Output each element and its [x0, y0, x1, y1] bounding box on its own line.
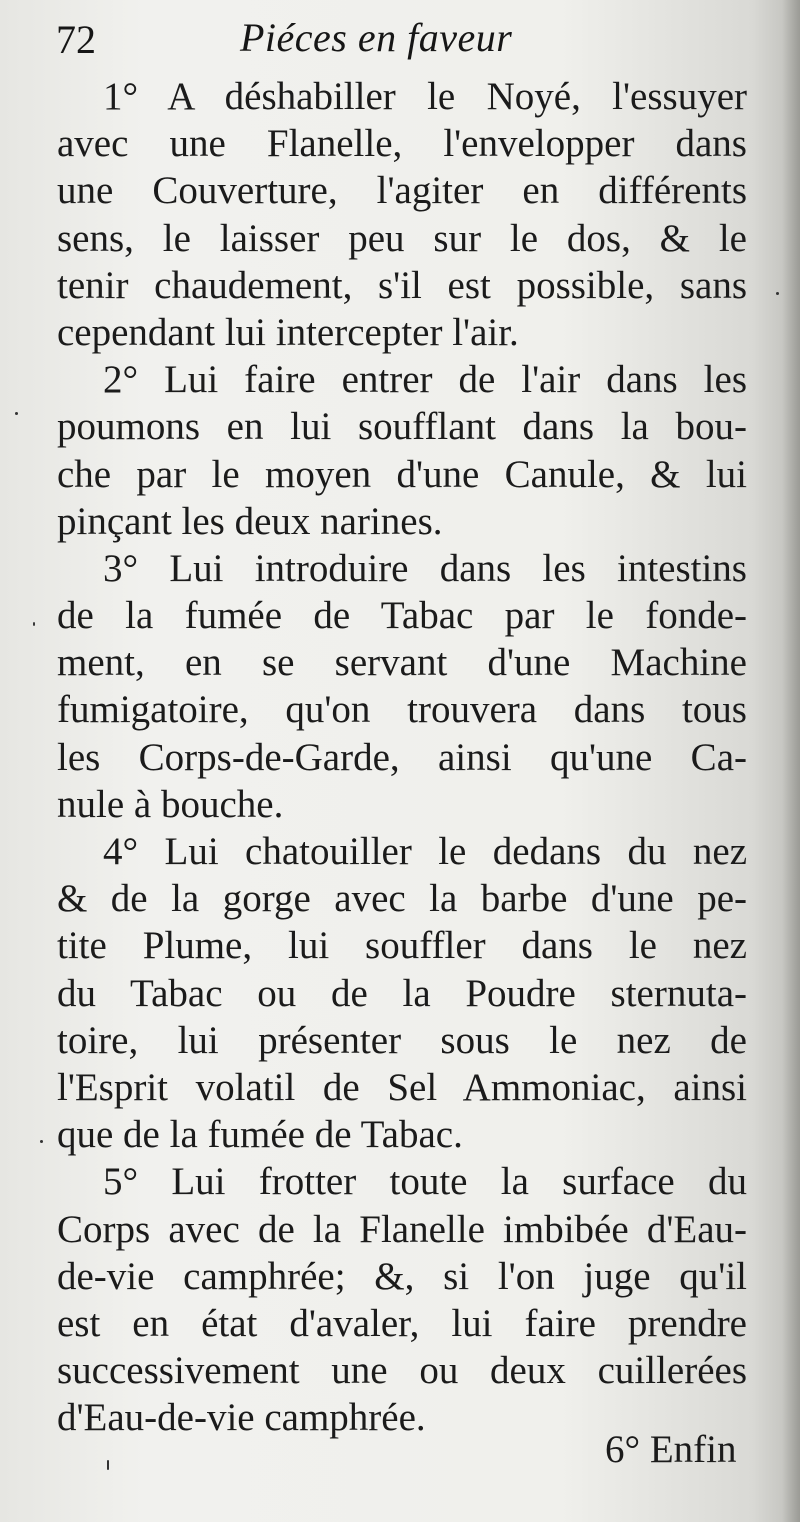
text-line: de-vie camphrée; &, si l'on juge qu'il	[57, 1254, 747, 1298]
running-title: Piéces en faveur	[240, 15, 513, 60]
text-line: toire, lui présenter sous le nez de	[57, 1018, 747, 1062]
ink-speck	[33, 622, 35, 626]
text-line: nule à bouche.	[57, 782, 284, 826]
text-line: les Corps-de-Garde, ainsi qu'une Ca-	[57, 735, 747, 779]
text-line: che par le moyen d'une Canule, & lui	[57, 452, 747, 496]
text-line: sens, le laisser peu sur le dos, & le	[57, 216, 747, 260]
text-line: pinçant les deux narines.	[57, 499, 443, 543]
text-line: une Couverture, l'agiter en différents	[57, 169, 747, 213]
text-line: que de la fumée de Tabac.	[57, 1113, 463, 1157]
text-line: 5° Lui frotter toute la surface du	[103, 1160, 747, 1204]
text-line: avec une Flanelle, l'envelopper dans	[57, 122, 747, 166]
text-line: successivement une ou deux cuillerées	[57, 1349, 747, 1393]
text-line: est en état d'avaler, lui faire prendre	[57, 1301, 747, 1345]
text-line: & de la gorge avec la barbe d'une pe-	[57, 877, 747, 921]
body-text	[57, 73, 747, 1441]
text-line: Corps avec de la Flanelle imbibée d'Eau-	[57, 1207, 747, 1251]
text-line: d'Eau-de-vie camphrée.	[57, 1396, 426, 1440]
ink-speck	[107, 1460, 109, 1470]
page-number: 72	[56, 17, 96, 62]
text-line: de la fumée de Tabac par le fonde-	[57, 594, 747, 638]
catchword: 6° Enfin	[605, 1428, 737, 1471]
page-edge-shadow	[782, 0, 800, 1522]
text-line: tenir chaudement, s'il est possible, sans	[57, 263, 747, 307]
ink-speck	[15, 412, 18, 415]
text-line: poumons en lui soufflant dans la bou-	[57, 405, 747, 449]
ink-speck	[40, 1140, 43, 1143]
text-line: 3° Lui introduire dans les intestins	[103, 546, 747, 590]
text-line: du Tabac ou de la Poudre sternuta-	[57, 971, 747, 1015]
text-line: cependant lui intercepter l'air.	[57, 310, 519, 354]
running-head	[56, 10, 756, 70]
text-line: 1° A déshabiller le Noyé, l'essuyer	[103, 75, 747, 118]
text-line: 2° Lui faire entrer de l'air dans les	[103, 358, 747, 402]
text-line: tite Plume, lui souffler dans le nez	[57, 924, 747, 968]
text-line: l'Esprit volatil de Sel Ammoniac, ainsi	[57, 1065, 747, 1109]
text-line: fumigatoire, qu'on trouvera dans tous	[57, 688, 747, 732]
text-line: ment, en se servant d'une Machine	[57, 641, 747, 685]
ink-speck	[776, 292, 779, 295]
text-line: 4° Lui chatouiller le dedans du nez	[103, 830, 747, 873]
